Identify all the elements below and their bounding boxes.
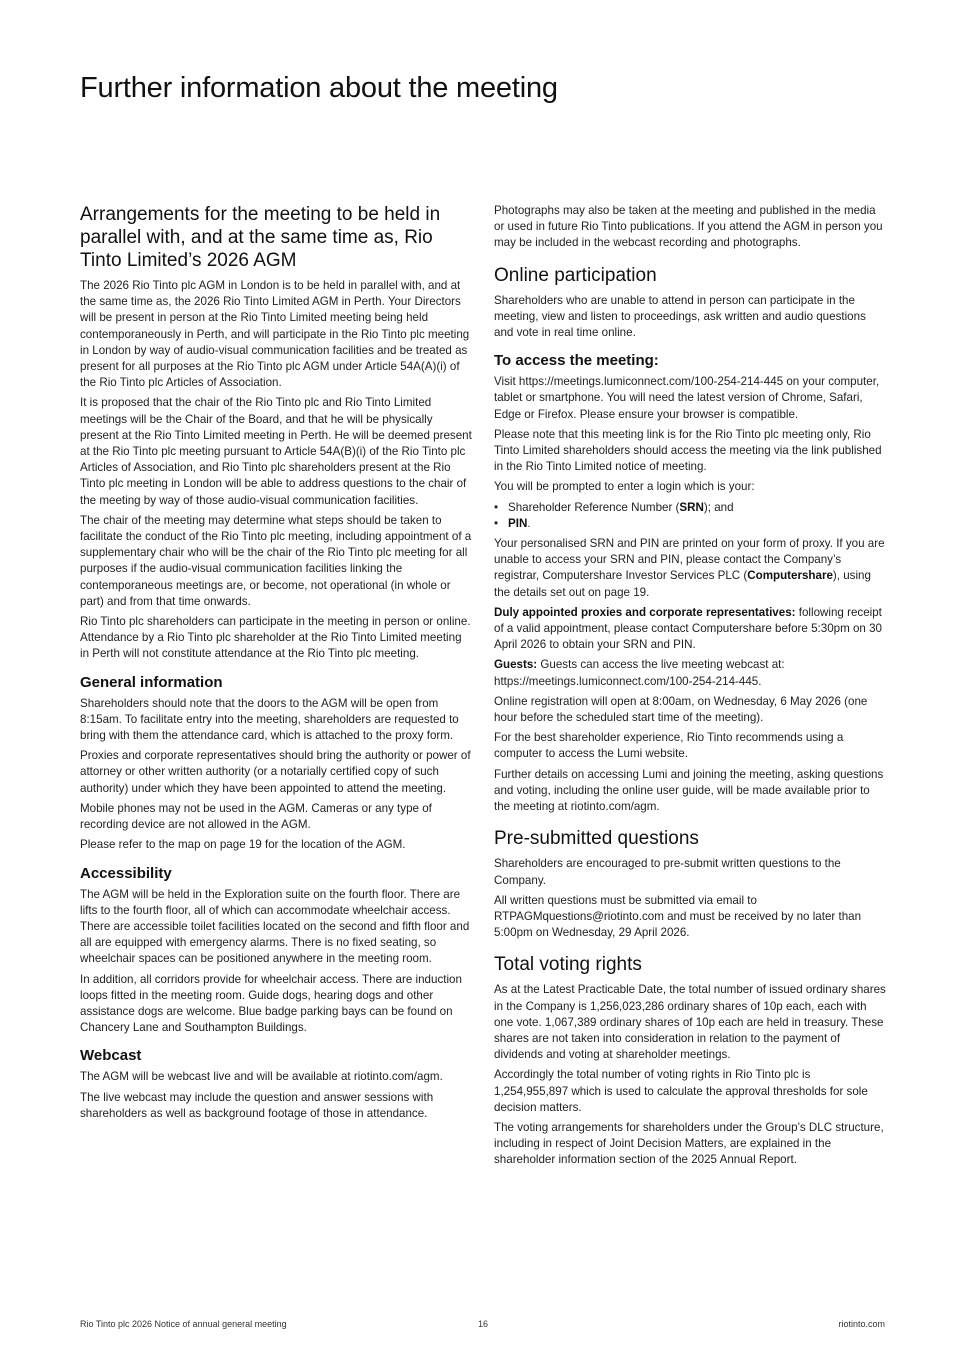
online-participation-section	[494, 264, 886, 816]
login-list	[494, 500, 886, 532]
guests-paragraph: Guests: Guests can access the live meeting webcast at: https://meetings.lumiconnect.com/100-254-214-445.	[494, 658, 785, 688]
total-voting-rights-section	[494, 953, 886, 1168]
access-paragraph: Visit https://meetings.lumiconnect.com/100-254-214-445 on your computer, tablet or smartphone. You will need the latest version of Chrome, Safari, Edge or Firefox. Please ensure your browser is compatible.	[494, 375, 880, 421]
proxies-paragraph: Duly appointed proxies and corporate representatives: following receipt of a valid appointment, please contact Computershare before 5:30pm on 30 April 2026 to obtain your SRN and PIN.	[494, 605, 882, 652]
presubmitted-questions-heading: Pre-submitted questions	[494, 828, 699, 850]
footer-website: riotinto.com	[838, 1319, 885, 1329]
access-paragraph: For the best shareholder experience, Rio Tinto recommends using a computer to access the Lumi website.	[494, 731, 844, 761]
arrangements-paragraph: The chair of the meeting may determine what steps should be taken to facilitate the conduct of the Rio Tinto plc meeting, including appointment of a supplementary chair who will be the chair of the Rio Tinto plc meeting for all purposes if the audio-visual communication facilities linking the contemporaneous meetings are, or become, not operational (in whole or part) and from that time onwards.	[80, 513, 472, 608]
arrangements-paragraph: It is proposed that the chair of the Rio Tinto plc and Rio Tinto Limited meetings will be the Chair of the Board, and that he will be physically present at the Rio Tinto Limited meeting in Perth. He will be deemed present at the Rio Tinto plc meeting pursuant to Article 54A(B)(i) of the Rio Tinto plc Articles of Association, and Rio Tinto plc shareholders present at the Rio Tinto plc meeting in London will be able to address questions to the chair of the meeting by way of those audio-visual communication facilities.	[80, 396, 472, 507]
general-information-heading: General information	[80, 673, 223, 691]
arrangements-paragraph: The 2026 Rio Tinto plc AGM in London is to be held in parallel with, and at the same time as, the 2026 Rio Tinto Limited AGM in Perth. Your Directors will be present in person at the Rio Tinto Limited meeting being held contemporaneously in Perth, and will participate in the Rio Tinto plc meeting in London by way of audio-visual communication facilities and be treated as present for all purposes at the Rio Tinto plc AGM under Article 54A(A)(i) of the Rio Tinto plc Articles of Association.	[80, 279, 470, 390]
presubmitted-paragraph: All written questions must be submitted via email to RTPAGMquestions@riotinto.com and must be received by no later than 5:00pm on Wednesday, 29 April 2026.	[494, 893, 862, 940]
list-item: • PIN.	[494, 516, 886, 532]
general-paragraph: Shareholders should note that the doors to the AGM will be open from 8:15am. To facilitate entry into the meeting, shareholders are requested to bring with them the attendance card, which is attached to the proxy form.	[80, 696, 459, 743]
accessibility-heading: Accessibility	[80, 864, 172, 882]
page-title: Further information about the meeting	[80, 72, 558, 104]
general-paragraph: Please refer to the map on page 19 for the location of the AGM.	[80, 838, 406, 852]
list-item: • Shareholder Reference Number (SRN); and	[494, 500, 886, 516]
accessibility-section	[80, 864, 472, 1037]
voting-paragraph: As at the Latest Practicable Date, the total number of issued ordinary shares in the Company is 1,256,023,286 ordinary shares of 10p each, each with one vote. 1,067,389 ordinary shares of 10p each are held in treasury. These shares are not taken into consideration in relation to the payment of dividends and voting at shareholder meetings.	[494, 983, 886, 1062]
photographs-paragraph: Photographs may also be taken at the meeting and published in the media or used in future Rio Tinto publications. If you attend the AGM in person you may be included in the webcast recording and photographs.	[494, 204, 883, 250]
access-paragraph: Further details on accessing Lumi and joining the meeting, asking questions and voting, including the online user guide, will be made available prior to the meeting at riotinto.com/agm.	[494, 767, 884, 814]
webcast-heading: Webcast	[80, 1047, 142, 1065]
accessibility-paragraph: The AGM will be held in the Exploration suite on the fourth floor. There are lifts to the fourth floor, all of which can accommodate wheelchair access. There are accessible toilet facilities located on the second and fifth floor and all are equipped with emergency alarms. There is no fixed seating, so wheelchair spaces can be positioned anywhere in the meeting room.	[80, 887, 470, 966]
arrangements-heading: Arrangements for the meeting to be held in parallel with, and at the same time as, Rio Tinto Limited’s 2026 AGM	[80, 204, 441, 271]
webcast-paragraph: The live webcast may include the question and answer sessions with shareholders as well as background footage of those in attendance.	[80, 1090, 434, 1120]
total-voting-rights-heading: Total voting rights	[494, 954, 642, 976]
arrangements-paragraph: Rio Tinto plc shareholders can participate in the meeting in person or online. Attendance by a Rio Tinto plc shareholder at the Rio Tinto Limited meeting in Perth will not constitute attendance at the Rio Tinto plc meeting.	[80, 615, 471, 661]
footer-document-title: Rio Tinto plc 2026 Notice of annual general meeting	[80, 1319, 287, 1329]
online-paragraph: Shareholders who are unable to attend in person can participate in the meeting, view and listen to proceedings, ask written and audio questions and vote in real time online.	[494, 293, 866, 340]
webcast-section	[80, 1046, 472, 1122]
arrangements-section	[80, 203, 472, 663]
webcast-paragraph: The AGM will be webcast live and will be available at riotinto.com/agm.	[80, 1070, 443, 1084]
presubmitted-questions-section	[494, 827, 886, 941]
accessibility-paragraph: In addition, all corridors provide for wheelchair access. There are induction loops fitted in the meeting room. Guide dogs, hearing dogs and other assistance dogs are welcome. Blue badge parking bays can be found on Chancery Lane and Southampton Buildings.	[80, 972, 462, 1035]
access-paragraph: Please note that this meeting link is for the Rio Tinto plc meeting only, Rio Tinto Limited shareholders should access the meeting via the link published in the Rio Tinto Limited notice of meeting.	[494, 427, 882, 474]
access-paragraph: You will be prompted to enter a login which is your:	[494, 480, 755, 494]
general-information-section	[80, 673, 472, 854]
access-paragraph: Online registration will open at 8:00am, on Wednesday, 6 May 2026 (one hour before the scheduled start time of the meeting).	[494, 694, 868, 725]
online-participation-heading: Online participation	[494, 264, 657, 286]
left-column	[80, 203, 472, 1126]
voting-paragraph: The voting arrangements for shareholders under the Group’s DLC structure, including in respect of Joint Decision Matters, are explained in the shareholder information section of the 2025 Annual Report.	[494, 1120, 884, 1167]
access-meeting-heading: To access the meeting:	[494, 352, 659, 370]
right-column	[494, 203, 886, 1173]
voting-paragraph: Accordingly the total number of voting rights in Rio Tinto plc is 1,254,955,897 which is used to calculate the approval thresholds for sole decision matters.	[494, 1068, 868, 1114]
presubmitted-paragraph: Shareholders are encouraged to pre-submit written questions to the Company.	[494, 857, 841, 887]
footer-page-number: 16	[478, 1319, 489, 1329]
general-paragraph: Proxies and corporate representatives should bring the authority or power of attorney or other written authority (or a notarially certified copy of such authority) under which they have been appointed to attend the meeting.	[80, 749, 471, 795]
access-paragraph: Your personalised SRN and PIN are printed on your form of proxy. If you are unable to access your SRN and PIN, please contact the Company’s registrar, Computershare Investor Services PLC (Computershare), using the details set out on page 19.	[494, 537, 885, 599]
general-paragraph: Mobile phones may not be used in the AGM. Cameras or any type of recording device are not allowed in the AGM.	[80, 801, 432, 832]
